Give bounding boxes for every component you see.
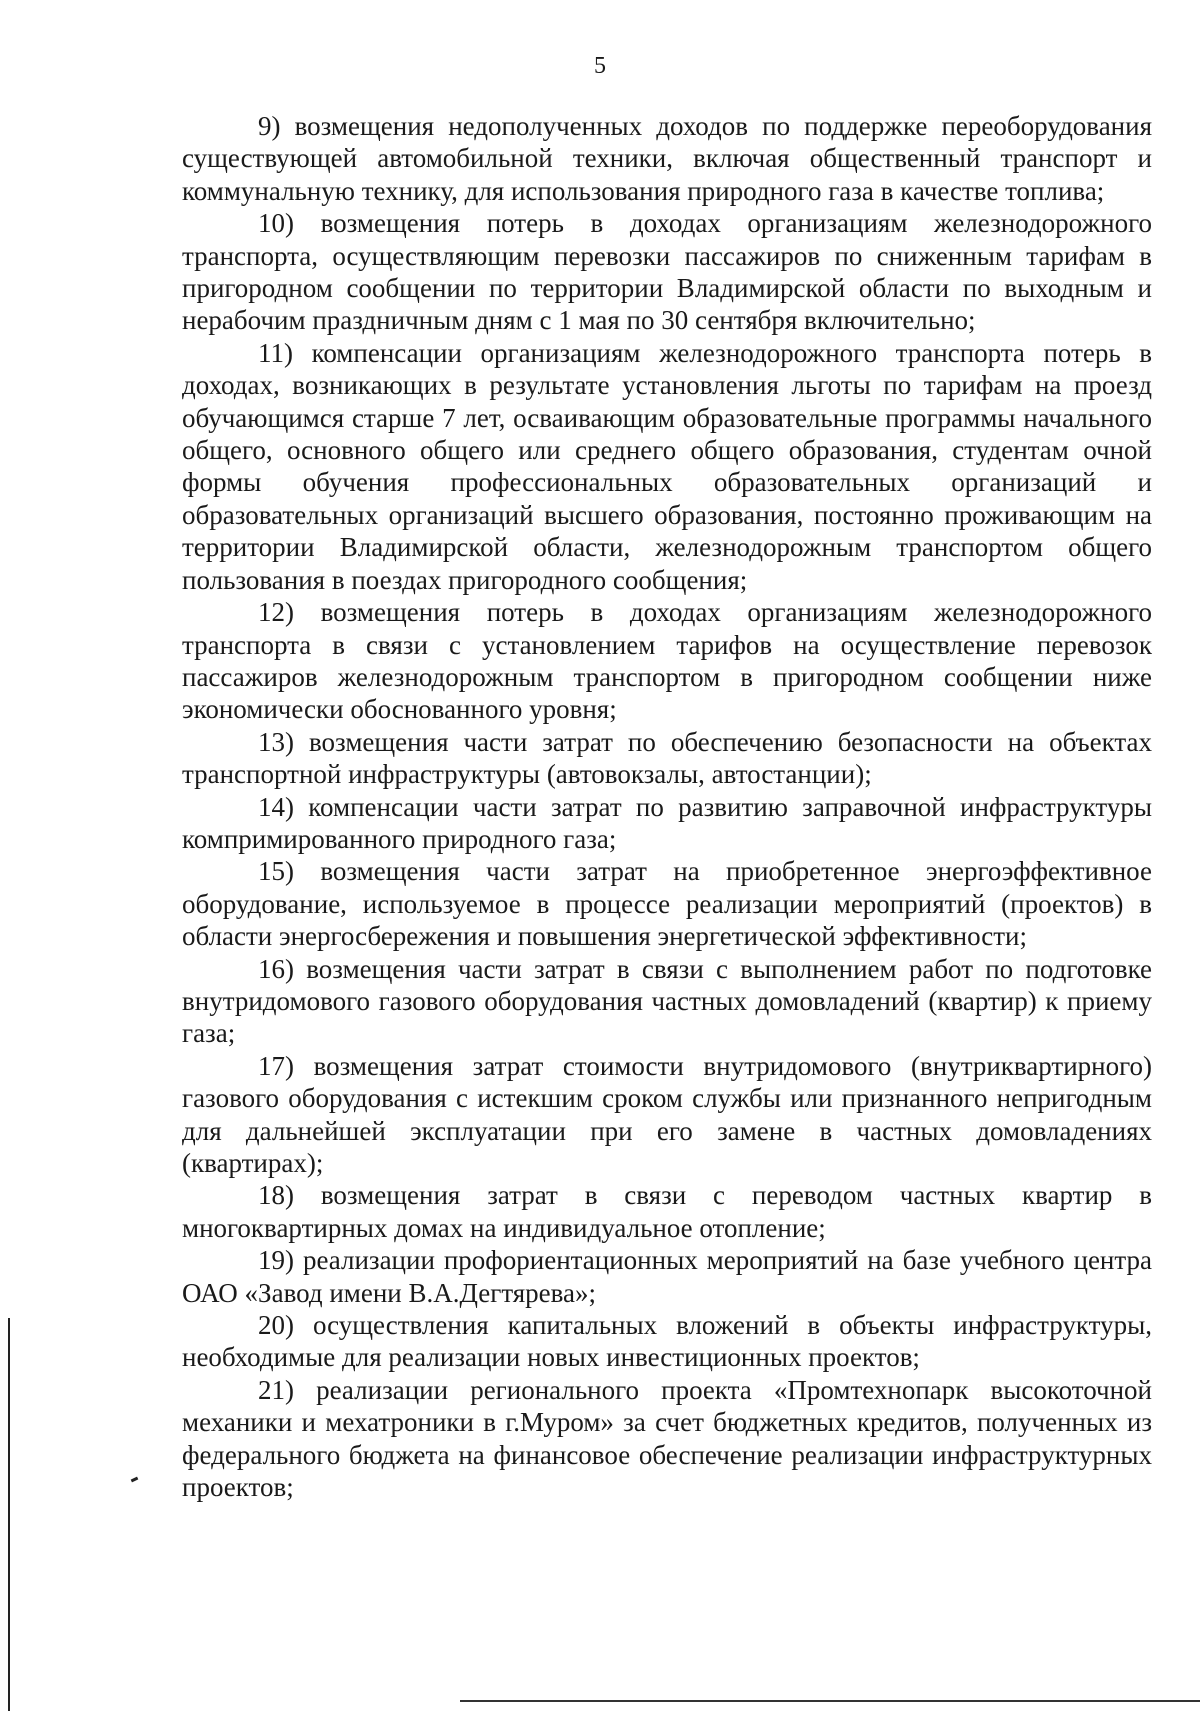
list-item: 10) возмещения потерь в доходах организациям железнодорожного транспорта, осуществляющим перевозки пассажиров по сниженным тарифам в пригородном сообщении по территории Владимирской области по выходным и нерабочим праздничным дням с 1 мая по 30 сентября включительно; [182,208,1152,336]
scan-edge-line [8,1318,10,1711]
page-number: 5 [594,53,606,79]
list-item: 11) компенсации организациям железнодорожного транспорта потерь в доходах, возникающих в результате установления льготы по тарифам на проезд обучающимся старше 7 лет, осваивающим образовательные программы начального общего, основного общего или среднего общего образования, студентам очной формы обучения профессиональных образовательных организаций и образовательных организаций высшего образования, постоянно проживающим на территории Владимирской области, железнодорожным транспортом общего пользования в поездах пригородного сообщения; [182,337,1152,595]
list-item: 9) возмещения недополученных доходов по поддержке переоборудования существующей автомобильной техники, включая общественный транспорт и коммунальную технику, для использования природного газа в качестве топлива; [182,111,1152,206]
scan-mark [131,1477,139,1483]
document-body [182,110,1152,1503]
list-item: 19) реализации профориентационных мероприятий на базе учебного центра ОАО «Завод имени В.А.Дегтярева»; [182,1245,1152,1308]
list-item: 16) возмещения части затрат в связи с выполнением работ по подготовке внутридомового газового оборудования частных домовладений (квартир) к приему газа; [182,953,1152,1049]
list-item: 13) возмещения части затрат по обеспечению безопасности на объектах транспортной инфраструктуры (автовокзалы, автостанции); [182,726,1152,790]
list-item: 14) компенсации части затрат по развитию заправочной инфраструктуры компримированного природного газа; [182,791,1152,854]
list-item: 21) реализации регионального проекта «Промтехнопарк высокоточной механики и мехатроники в г.Муром» за счет бюджетных кредитов, полученных из федерального бюджета на финансовое обеспечение реализации инфраструктурных проектов; [182,1374,1152,1503]
list-item: 20) осуществления капитальных вложений в объекты инфраструктуры, необходимые для реализации новых инвестиционных проектов; [182,1310,1152,1373]
list-item: 17) возмещения затрат стоимости внутридомового (внутриквартирного) газового оборудования с истекшим сроком службы или признанного непригодным для дальнейшей эксплуатации при его замене в частных домовладениях (квартирах); [182,1050,1152,1178]
scan-bottom-line [460,1700,1200,1702]
list-item: 12) возмещения потерь в доходах организациям железнодорожного транспорта в связи с установлением тарифов на осуществление перевозок пассажиров железнодорожным транспортом в пригородном сообщении ниже экономически обоснованного уровня; [182,597,1152,725]
list-item: 18) возмещения затрат в связи с переводом частных квартир в многоквартирных домах на индивидуальное отопление; [182,1180,1152,1243]
list-item: 15) возмещения части затрат на приобретенное энергоэффективное оборудование, используемое в процессе реализации мероприятий (проектов) в области энергосбережения и повышения энергетической эффективности; [182,856,1152,952]
